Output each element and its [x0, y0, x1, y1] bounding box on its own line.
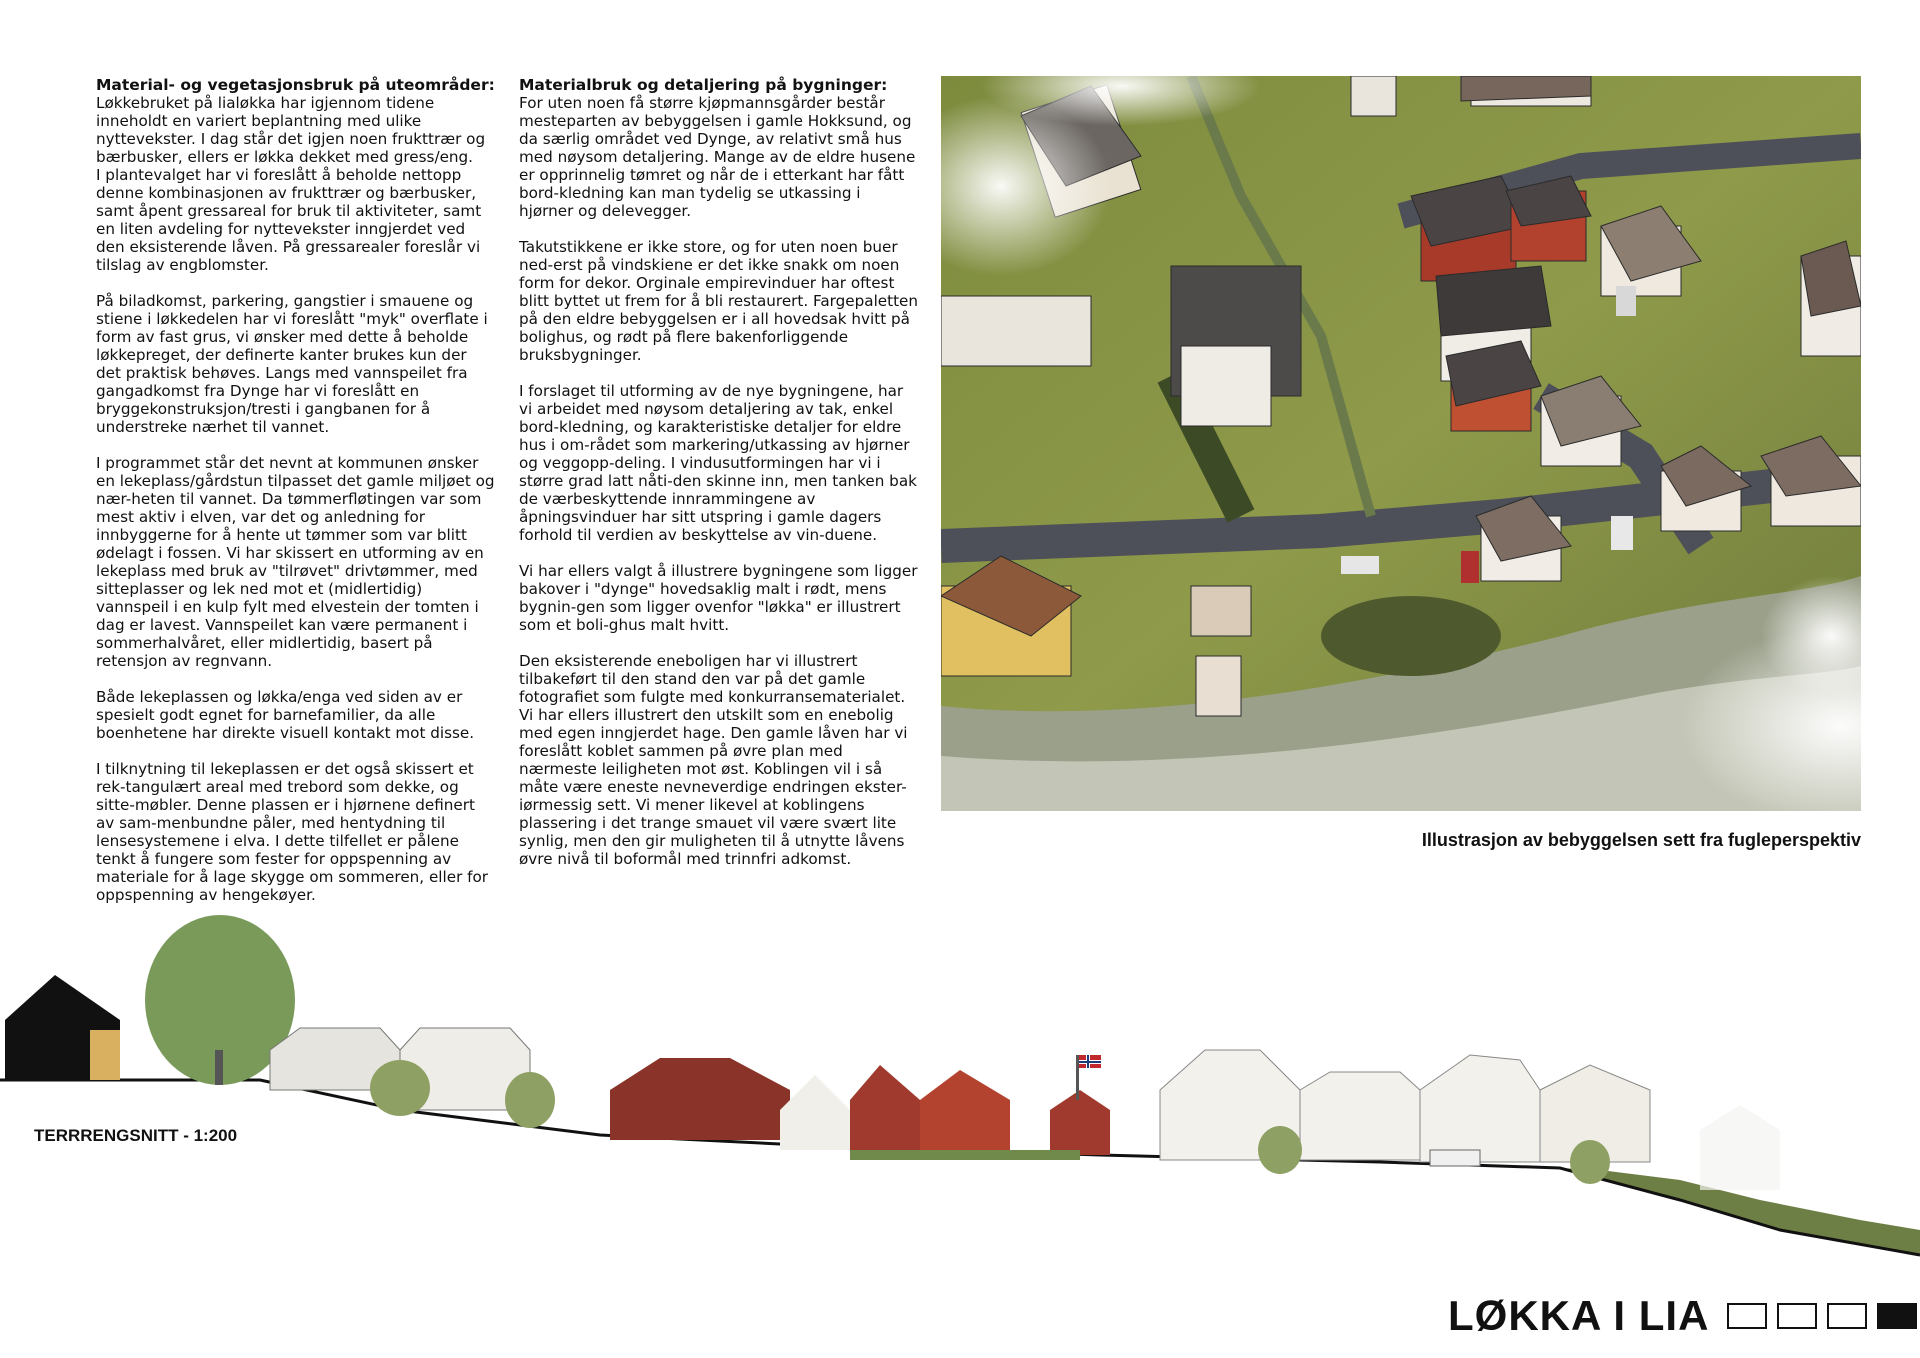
project-title: LØKKA I LIA	[1448, 1292, 1710, 1339]
aerial-render	[941, 76, 1861, 811]
footer-brand	[1448, 1292, 1917, 1340]
paragraph: Den eksisterende eneboligen har vi illustrert tilbakeført til den stand den var på det gamle fotografiet som fulgte med konkurransematerialet. Vi har ellers illustrert den utskilt som en enebolig med egen inngjerdet hage. Den gamle låven har vi foreslått koblet sammen på øvre plan med nærmeste leiligheten mot øst. Koblingen vil i så måte være eneste nevneverdige endringen ekster-iørmessig sett. Vi mener likevel at koblingens plassering i det trange smauet vil være svært lite synlig, men den gir muligheten til å utnytte låvens øvre nivå til boformål med trinnfri adkomst.	[519, 652, 908, 868]
heading-outdoor: Material- og vegetasjonsbruk på uteområder:	[96, 76, 495, 94]
paragraph: I programmet står det nevnt at kommunen ønsker en lekeplass/gårdstun tilpasset det gamle miljøet og nær-heten til vannet. Da tømmerfløtingen var som mest aktiv i elven, var det og anledning for innbyggerne for å hente ut tømmer som var blitt ødelagt i fossen. Vi har skissert en utforming av en lekeplass med bruk av "tilrøvet" drivtømmer, med sitteplasser og lek ned mot et (midlertidig) vannspeil i en kulp fylt med elvestein der tomten i dag er lavest. Vannspeilet kan være permanent i sommerhalvåret, eller midlertidig, basert på retensjon av regnvann.	[96, 454, 495, 670]
paragraph: For uten noen få større kjøpmannsgårder består mesteparten av bebyggelsen i gamle Hokksund, og da særlig området ved Dynge, av relativt små hus med nøysom detaljering. Mange av de eldre husene er opprinnelig tømret og når de i etterkant har fått bord-kledning kan man tydelig se utkassing i hjørner og delevegger.	[519, 94, 916, 220]
page-indicator-square	[1827, 1303, 1867, 1329]
aerial-caption: Illustrasjon av bebyggelsen sett fra fugleperspektiv	[1421, 830, 1861, 850]
page-indicator-square	[1777, 1303, 1817, 1329]
paragraph: Vi har ellers valgt å illustrere bygningene som ligger bakover i "dynge" hovedsaklig malt i rødt, mens bygnin-gen som ligger ovenfor "løkka" er illustrert som et boli-ghus malt hvitt.	[519, 562, 918, 634]
paragraph: Takutstikkene er ikke store, og for uten noen buer ned-erst på vindskiene er det ikke snakk om noen form for dekor. Orginale empirevinduer har oftest blitt byttet ut frem for å bli restaurert. Fargepaletten på den eldre bebyggelsen er i all hovedsak hvitt på bolighus, og rødt på flere bakenforliggende bruksbygninger.	[519, 238, 919, 364]
paragraph: I forslaget til utforming av de nye bygningene, har vi arbeidet med nøysom detaljering av tak, enkel bord-kledning, og karakteristiske detaljer for eldre hus i om-rådet som markering/utkassing av hjørner og veggopp-deling. I vindusutformingen har vi i større grad latt nåti-den skinne inn, men tanken bak de værbeskyttende innrammingene av åpningsvinduer har sitt utspring i gamle dagers forhold til verdien av beskyttelse av vin-duene.	[519, 382, 917, 544]
text-column-buildings	[519, 76, 919, 886]
aerial-illustration	[941, 76, 1861, 811]
terrain-section	[0, 900, 1920, 1280]
section-label: TERRRENGSNITT - 1:200	[34, 1126, 238, 1145]
page-indicator-square	[1727, 1303, 1767, 1329]
paragraph: I tilknytning til lekeplassen er det også skissert et rek-tangulært areal med trebord som dekke, og sitte-møbler. Denne plassen er i hjørnene definert av sam-menbundne påler, med hentydning til lensesystemene i elva. I dette tilfellet er pålene tenkt å fungere som fester for oppspenning av materiale for å lage skygge om sommeren, eller for oppspenning av hengekøyer.	[96, 760, 489, 904]
paragraph: Løkkebruket på lialøkka har igjennom tidene inneholdt en variert beplantning med ulike nyttevekster. I dag står det igjen noen frukttrær og bærbusker, ellers er løkka dekket med gress/eng. I plantevalget har vi foreslått å beholde nettopp denne kombinasjonen av frukttrær og bærbusker, samt åpent gressareal for bruk til aktiviteter, samt en liten avdeling for nyttevekster inngjerdet ved den eksisterende låven. På gressarealer foreslår vi tilslag av engblomster.	[96, 94, 486, 274]
heading-buildings: Materialbruk og detaljering på bygninger:	[519, 76, 888, 94]
page-indicator-square-active	[1877, 1303, 1917, 1329]
paragraph: Både lekeplassen og løkka/enga ved siden av er spesielt godt egnet for barnefamilier, da alle boenhetene har direkte visuell kontakt mot disse.	[96, 688, 475, 742]
paragraph: På biladkomst, parkering, gangstier i smauene og stiene i løkkedelen har vi foreslått "myk" overflate i form av fast grus, vi ønsker med dette å beholde løkkepreget, der definerte kanter brukes kun der det praktisk behøves. Langs med vannspeilet fra gangadkomst fra Dynge har vi foreslått en bryggekonstruksjon/tresti i gangbanen for å understreke nærhet til vannet.	[96, 292, 488, 436]
text-column-outdoor	[96, 76, 496, 922]
terrain-section-drawing	[0, 900, 1920, 1280]
